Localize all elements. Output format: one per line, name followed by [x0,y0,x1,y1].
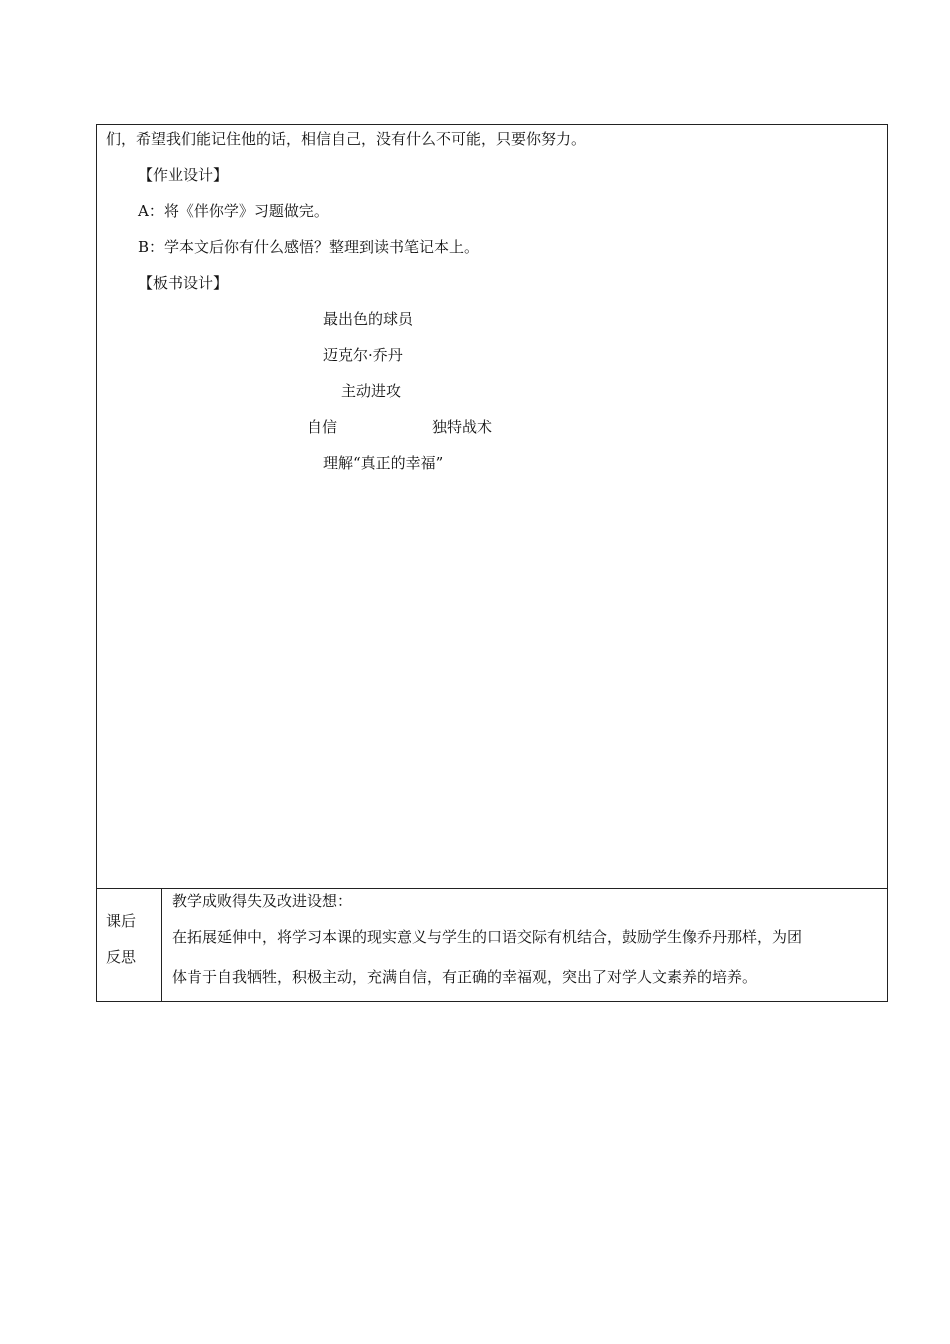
homework-item-b: B：学本文后你有什么感悟？整理到读书笔记本上。 [138,238,480,256]
board-line-happiness: 理解“真正的幸福” [323,454,444,472]
board-line-tactics: 独特战术 [432,418,493,436]
reflection-label-line1: 课后 [106,912,137,930]
column-divider [161,888,162,1001]
homework-item-a: A：将《伴你学》习题做完。 [138,202,329,220]
row-divider [97,888,887,889]
board-line-confidence: 自信 [307,418,338,436]
continuation-text: 们，希望我们能记住他的话，相信自己，没有什么不可能，只要你努力。 [106,130,587,148]
board-line-best-player: 最出色的球员 [323,310,414,328]
reflection-label-line2: 反思 [106,948,137,966]
board-line-name: 迈克尔·乔丹 [323,346,403,364]
board-heading: 【板书设计】 [138,274,229,292]
homework-heading: 【作业设计】 [138,166,229,184]
reflection-text-line2: 体肯于自我牺牲，积极主动，充满自信，有正确的幸福观，突出了对学人文素养的培养。 [172,968,758,986]
reflection-heading: 教学成败得失及改进设想： [172,892,353,910]
board-line-attack: 主动进攻 [341,382,402,400]
content-cell [97,125,887,888]
lesson-plan-table [96,124,888,1002]
reflection-text-line1: 在拓展延伸中，将学习本课的现实意义与学生的口语交际有机结合，鼓励学生像乔丹那样，为团 [172,928,803,946]
